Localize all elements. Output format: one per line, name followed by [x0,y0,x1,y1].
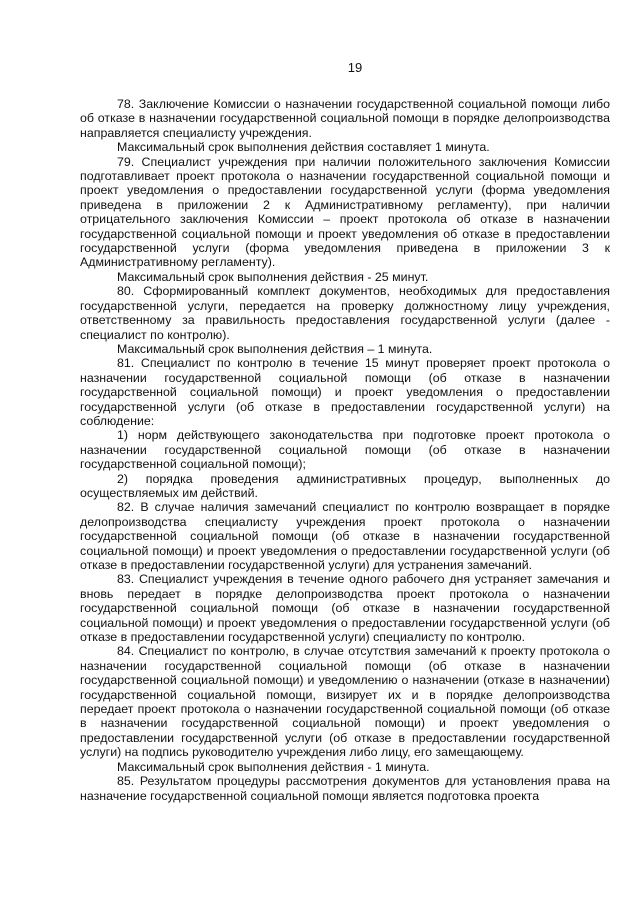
paragraph-83: 83. Специалист учреждения в течение одного рабочего дня устраняет замечания и вновь передает в порядке делопроизводства проект протокола о назначении государственной социальной помощи (об отказе в назначении государственной социальной помощи) и проект уведомления о предоставлении государственной услуги (об отказе в предоставлении государственной услуги) специалисту по контролю. [80,572,610,645]
paragraph-79: 79. Специалист учреждения при наличии положительного заключения Комиссии подготавливает проект протокола о назначении государственной социальной помощи и проект уведомления о предоставлении государственной услуги (форма уведомления приведена в приложении 2 к Административному регламенту), при наличии отрицательного заключения Комиссии – проект протокола об отказе в назначении государственной социальной помощи и проект уведомления об отказе в предоставлении государственной услуги (форма уведомления приведена в приложении 3 к Административному регламенту). [80,154,610,270]
paragraph-deadline: Максимальный срок выполнения действия - 1 минута. [117,759,430,774]
paragraph-84: 84. Специалист по контролю, в случае отсутствия замечаний к проекту протокола о назначении государственной социальной помощи (об отказе в назначении государственной социальной помощи) и уведомлению о назначении (отказе в назначении) государственной социальной помощи, визирует их и в порядке делопроизводства передает проект протокола о назначении государственной социальной помощи (об отказе в назначении государственной социальной помощи) и проект уведомления о предоставлении государственной услуги (об отказе в предоставлении государственной услуги) на подпись руководителю учреждения либо лицу, его замещающему. [80,644,610,760]
page-number: 19 [347,60,363,75]
paragraph-81-item-2: 2) порядка проведения административных процедур, выполненных до осуществляемых им действий. [80,471,610,500]
paragraph-85: 85. Результатом процедуры рассмотрения документов для установления права на назначение государственной социальной помощи является подготовка проекта [80,774,610,803]
paragraph-82: 82. В случае наличия замечаний специалист по контролю возвращает в порядке делопроизводства специалисту учреждения проект протокола о назначении государственной социальной помощи (об отказе в назначении государственной социальной помощи) и проект уведомления о предоставлении государственной услуги (об отказе в предоставлении государственной услуги) для устранения замечаний. [80,500,610,572]
paragraph-81-item-1: 1) норм действующего законодательства при подготовке проект протокола о назначении государственной социальной помощи (об отказе в назначении государственной социальной помощи); [80,428,610,472]
paragraph-78: 78. Заключение Комиссии о назначении государственной социальной помощи либо об отказе в назначении государственной социальной помощи в порядке делопроизводства направляется специалисту учреждения. [80,97,610,140]
paragraph-deadline: Максимальный срок выполнения действия – 1 минута. [117,341,433,356]
paragraph-deadline: Максимальный срок выполнения действия составляет 1 минута. [117,140,490,155]
paragraph-deadline: Максимальный срок выполнения действия - 25 минут. [117,269,429,284]
paragraph-80: 80. Сформированный комплект документов, необходимых для предоставления государственной услуги, передается на проверку должностному лицу учреждения, ответственному за правильность предоставления государственной услуги (далее - специалист по контролю). [80,284,610,342]
document-body [80,97,610,803]
paragraph-81: 81. Специалист по контролю в течение 15 минут проверяет проект протокола о назначении государственной социальной помощи (об отказе в назначении государственной социальной помощи) и проект уведомления о предоставлении государственной услуги (об отказе в предоставлении государственной услуги) на соблюдение: [80,356,610,428]
